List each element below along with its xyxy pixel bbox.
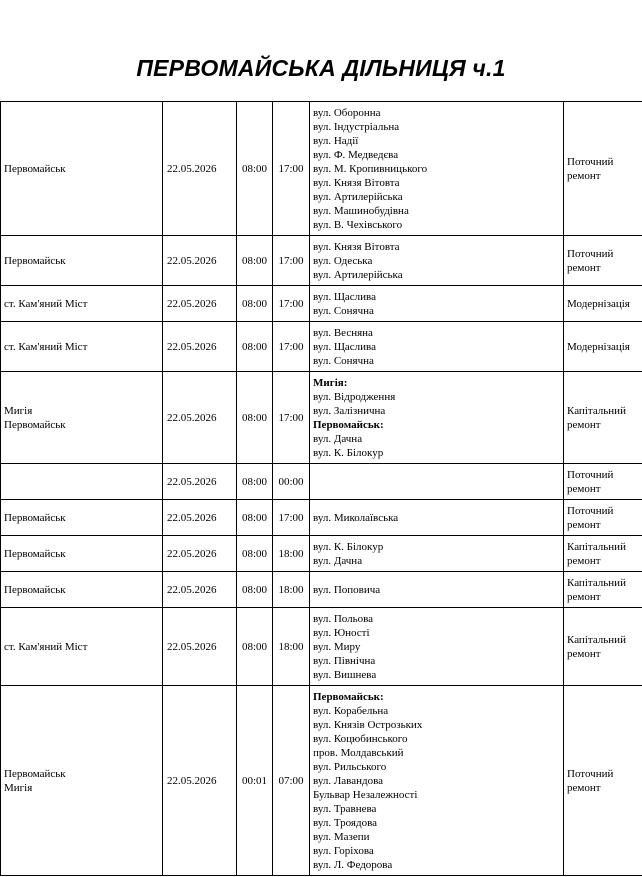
end-time-cell: 18:00	[273, 608, 310, 686]
start-time-cell: 00:01	[237, 686, 273, 876]
table-row	[1, 322, 642, 372]
street-name: вул. Надії	[313, 134, 359, 147]
street-name: вул. Сонячна	[313, 354, 374, 367]
start-time-cell: 08:00	[237, 572, 273, 608]
location-cell	[1, 286, 163, 322]
location-name: Мигія	[4, 404, 33, 417]
page-title: ПЕРВОМАЙСЬКА ДІЛЬНИЦЯ ч.1	[136, 55, 506, 81]
street-name: вул. Князя Вітовта	[313, 240, 400, 253]
date-cell: 22.05.2026	[163, 464, 237, 500]
street-name: вул. М. Кропивницького	[313, 162, 428, 175]
location-cell	[1, 102, 163, 236]
location-name: Первомайськ	[4, 162, 66, 175]
location-name: Первомайськ	[4, 547, 66, 560]
start-time-cell: 08:00	[237, 608, 273, 686]
streets-cell	[310, 572, 564, 608]
street-name: вул. Оборонна	[313, 106, 381, 119]
street-name: вул. К. Білокур	[313, 446, 384, 459]
location-cell	[1, 686, 163, 876]
start-time-cell: 08:00	[237, 536, 273, 572]
start-time-cell: 08:00	[237, 286, 273, 322]
work-type-cell: Капітальний ремонт	[564, 572, 642, 608]
table-row	[1, 464, 642, 500]
streets-cell	[310, 102, 564, 236]
streets-cell	[310, 286, 564, 322]
end-time-cell: 17:00	[273, 236, 310, 286]
table-row	[1, 500, 642, 536]
end-time-cell: 17:00	[273, 500, 310, 536]
table-row	[1, 608, 642, 686]
street-name: вул. Північна	[313, 654, 376, 667]
location-cell	[1, 608, 163, 686]
work-type-cell: Капітальний ремонт	[564, 608, 642, 686]
work-type-cell: Поточний ремонт	[564, 500, 642, 536]
location-name: Мигія	[4, 781, 33, 794]
streets-cell	[310, 608, 564, 686]
street-name: вул. Троядова	[313, 816, 378, 829]
street-name: вул. Князів Острозьких	[313, 718, 423, 731]
date-cell: 22.05.2026	[163, 286, 237, 322]
settlement-label: Первомайськ:	[313, 690, 384, 703]
table-row	[1, 372, 642, 464]
date-cell: 22.05.2026	[163, 572, 237, 608]
work-type-cell: Поточний ремонт	[564, 102, 642, 236]
location-cell	[1, 236, 163, 286]
streets-cell	[310, 372, 564, 464]
street-name: вул. Весняна	[313, 326, 373, 339]
settlement-label: Мигія:	[313, 376, 348, 389]
street-name: вул. Польова	[313, 612, 374, 625]
street-name: вул. Артилерійська	[313, 268, 403, 281]
end-time-cell: 17:00	[273, 102, 310, 236]
street-name: вул. Поповича	[313, 583, 381, 596]
street-name: вул. В. Чехівського	[313, 218, 403, 231]
outage-schedule-table	[0, 101, 642, 876]
date-cell: 22.05.2026	[163, 372, 237, 464]
location-name: Первомайськ	[4, 583, 66, 596]
settlement-label: Первомайськ:	[313, 418, 384, 431]
location-name: Первомайськ	[4, 254, 66, 267]
street-name: вул. Мазепи	[313, 830, 370, 843]
street-name: вул. Дачна	[313, 432, 363, 445]
start-time-cell: 08:00	[237, 464, 273, 500]
location-cell	[1, 464, 163, 500]
location-cell	[1, 536, 163, 572]
date-cell: 22.05.2026	[163, 236, 237, 286]
street-name: вул. Миколаївська	[313, 511, 399, 524]
end-time-cell: 07:00	[273, 686, 310, 876]
location-cell	[1, 500, 163, 536]
work-type-cell: Модернізація	[564, 322, 642, 372]
streets-cell	[310, 464, 564, 500]
location-cell	[1, 322, 163, 372]
location-name: Первомайськ	[4, 418, 66, 431]
table-row	[1, 572, 642, 608]
location-cell	[1, 372, 163, 464]
start-time-cell: 08:00	[237, 372, 273, 464]
work-type-cell: Капітальний ремонт	[564, 372, 642, 464]
start-time-cell: 08:00	[237, 236, 273, 286]
table-row	[1, 286, 642, 322]
location-name: Первомайськ	[4, 511, 66, 524]
start-time-cell: 08:00	[237, 322, 273, 372]
end-time-cell: 00:00	[273, 464, 310, 500]
date-cell: 22.05.2026	[163, 536, 237, 572]
date-cell: 22.05.2026	[163, 322, 237, 372]
streets-cell	[310, 686, 564, 876]
street-name: вул. Горіхова	[313, 844, 374, 857]
street-name: вул. Рильського	[313, 760, 387, 773]
street-name: Бульвар Незалежності	[313, 788, 418, 801]
street-name: вул. Миру	[313, 640, 361, 653]
location-name: ст. Кам'яний Міст	[4, 340, 88, 353]
street-name: вул. Л. Федорова	[313, 858, 393, 871]
street-name: вул. Лавандова	[313, 774, 384, 787]
street-name: вул. Корабельна	[313, 704, 389, 717]
work-type-cell: Поточний ремонт	[564, 686, 642, 876]
streets-cell	[310, 322, 564, 372]
table-row	[1, 236, 642, 286]
date-cell: 22.05.2026	[163, 686, 237, 876]
street-name: пров. Молдавський	[313, 746, 404, 759]
date-cell: 22.05.2026	[163, 102, 237, 236]
street-name: вул. Індустріальна	[313, 120, 400, 133]
location-cell	[1, 572, 163, 608]
street-name: вул. Ф. Медведєва	[313, 148, 399, 161]
end-time-cell: 18:00	[273, 536, 310, 572]
date-cell: 22.05.2026	[163, 500, 237, 536]
street-name: вул. Коцюбинського	[313, 732, 408, 745]
street-name: вул. Машинобудівна	[313, 204, 409, 217]
street-name: вул. Травнева	[313, 802, 377, 815]
end-time-cell: 18:00	[273, 572, 310, 608]
streets-cell	[310, 236, 564, 286]
work-type-cell: Модернізація	[564, 286, 642, 322]
street-name: вул. К. Білокур	[313, 540, 384, 553]
streets-cell	[310, 536, 564, 572]
street-name: вул. Князя Вітовта	[313, 176, 400, 189]
location-name: ст. Кам'яний Міст	[4, 297, 88, 310]
start-time-cell: 08:00	[237, 500, 273, 536]
date-cell: 22.05.2026	[163, 608, 237, 686]
streets-cell	[310, 500, 564, 536]
work-type-cell: Поточний ремонт	[564, 236, 642, 286]
street-name: вул. Артилерійська	[313, 190, 403, 203]
street-name: вул. Щаслива	[313, 290, 376, 303]
location-name: ст. Кам'яний Міст	[4, 640, 88, 653]
table-row	[1, 102, 642, 236]
work-type-cell: Поточний ремонт	[564, 464, 642, 500]
table-row	[1, 686, 642, 876]
location-name: Первомайськ	[4, 767, 66, 780]
work-type-cell: Капітальний ремонт	[564, 536, 642, 572]
end-time-cell: 17:00	[273, 372, 310, 464]
street-name: вул. Щаслива	[313, 340, 376, 353]
street-name: вул. Вишнева	[313, 668, 377, 681]
table-row	[1, 536, 642, 572]
street-name: вул. Сонячна	[313, 304, 374, 317]
end-time-cell: 17:00	[273, 286, 310, 322]
street-name: вул. Юності	[313, 626, 370, 639]
start-time-cell: 08:00	[237, 102, 273, 236]
street-name: вул. Одеська	[313, 254, 373, 267]
street-name: вул. Відродження	[313, 390, 396, 403]
street-name: вул. Дачна	[313, 554, 363, 567]
end-time-cell: 17:00	[273, 322, 310, 372]
street-name: вул. Залізнична	[313, 404, 386, 417]
